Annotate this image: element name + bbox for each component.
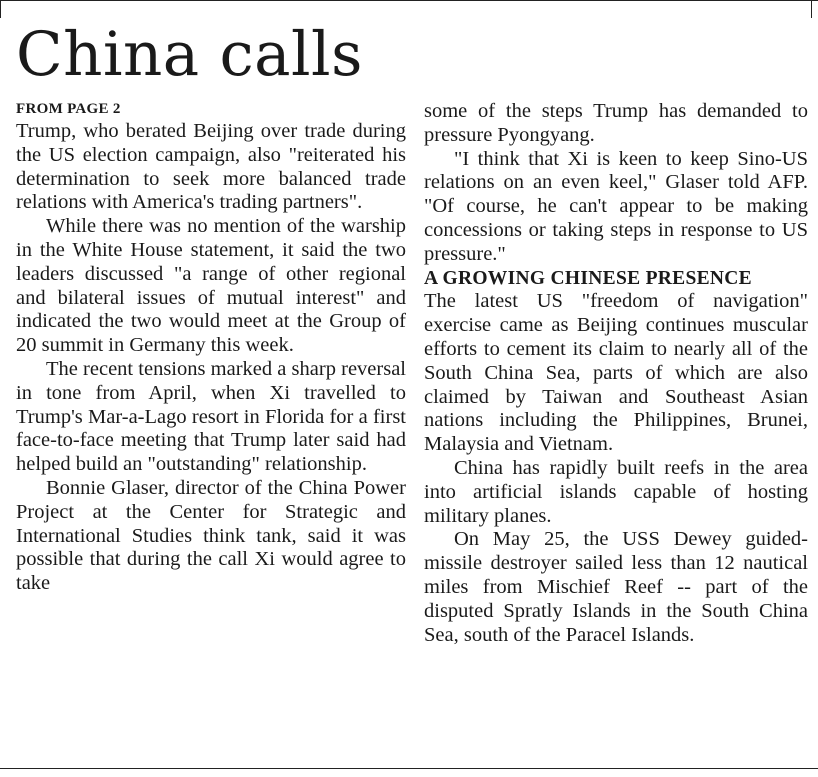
paragraph: On May 25, the USS Dewey guided-missile destroyer sailed less than 12 nautical miles from Mischief Reef -- part of the disputed Spratly Islands in the South China Sea, south of the Paracel Islands. [424,528,808,646]
right-column [424,100,808,647]
paragraph: Bonnie Glaser, director of the China Power Project at the Center for Strategic and International Studies think tank, said it was possible that during the call Xi would agree to take [16,476,406,595]
left-column [16,98,406,596]
paragraph: The recent tensions marked a sharp reversal in tone from April, when Xi travelled to Trump's Mar-a-Lago resort in Florida for a first face-to-face meeting that Trump later said had helped build an "outstanding" relationship. [16,357,406,476]
paragraph: The latest US "freedom of navigation" exercise came as Beijing continues muscular efforts to cement its claim to nearly all of the South China Sea, parts of which are also claimed by Taiwan and Southeast Asian nations including the Philippines, Brunei, Malaysia and Vietnam. [424,290,808,456]
right-border-rule [811,0,812,18]
left-border-rule [0,0,1,18]
section-subhead: A GROWING CHINESE PRESENCE [424,267,752,289]
bottom-border-rule [0,768,818,769]
from-page-kicker: FROM PAGE 2 [16,101,121,117]
paragraph: some of the steps Trump has demanded to pressure Pyongyang. [424,100,808,146]
article-headline: China calls [16,19,363,90]
top-border-rule [0,0,818,1]
paragraph: Trump, who berated Beijing over trade during the US election campaign, also "reiterated his determination to seek more balanced trade relations with America's trading partners". [16,120,406,214]
paragraph: "I think that Xi is keen to keep Sino-US relations on an even keel," Glaser told AFP. "Of course, he can't appear to be making concessions or taking steps in response to US pressure." [424,147,808,265]
paragraph: While there was no mention of the warship in the White House statement, it said the two leaders discussed "a range of other regional and bilateral issues of mutual interest" and indicated the two would meet at the Group of 20 summit in Germany this week. [16,215,406,357]
paragraph: China has rapidly built reefs in the area into artificial islands capable of hosting military planes. [424,456,808,527]
